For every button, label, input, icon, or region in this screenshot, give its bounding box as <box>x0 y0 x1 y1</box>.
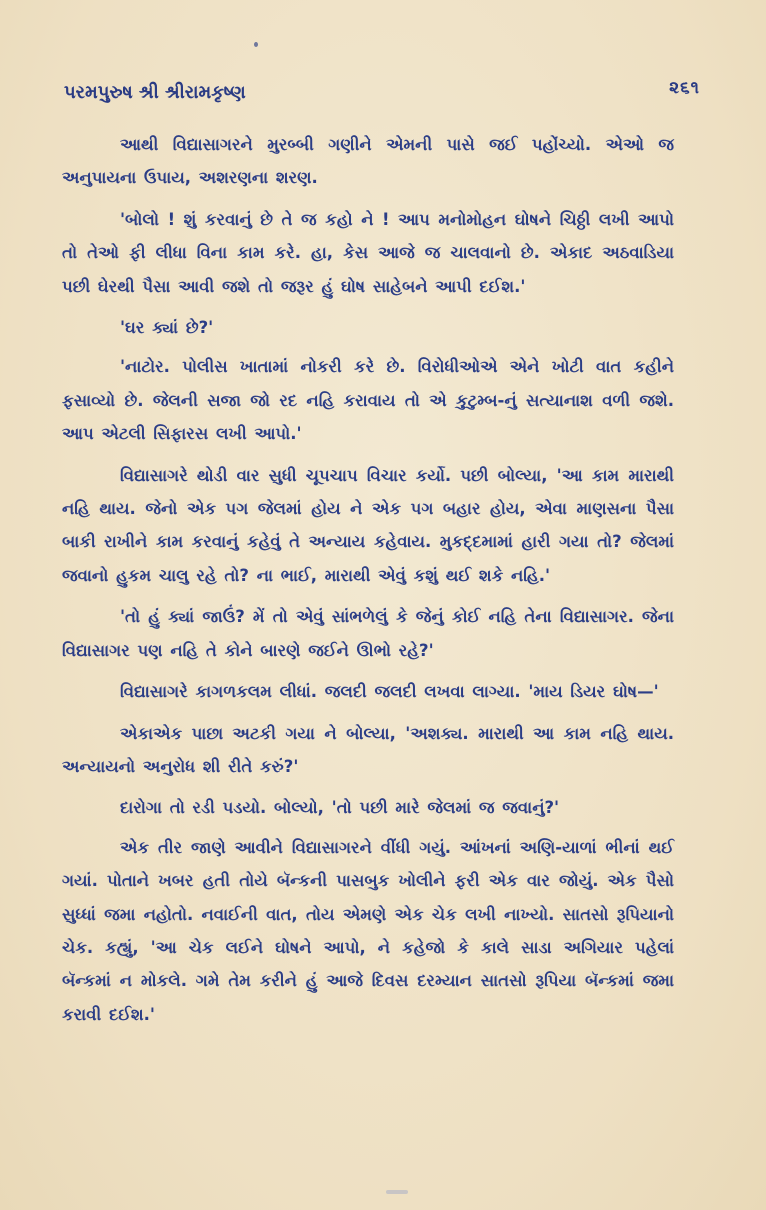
paragraph: આથી વિદ્યાસાગરને મુરબ્બી ગણીને એમની પાસે જઈ પહોંચ્યો. એઓ જ અનુપાયના ઉપાય, અશરણના શરણ. <box>62 135 674 188</box>
paragraph: 'નાટોર. પોલીસ ખાતામાં નોકરી કરે છે. વિરોધીઓએ એને ખોટી વાત કહીને ફસાવ્યો છે. જેલની સજા જો રદ નહિ કરાવાય તો એ કુટુમ્બ-નું સત્યાનાશ વળી જશે. આપ એટલી સિફારસ લખી આપો.' <box>62 357 674 444</box>
ink-speck <box>254 42 258 47</box>
paragraph: 'બોલો ! શું કરવાનું છે તે જ કહો ને ! આપ મનોમોહન ઘોષને ચિઠ્ઠી લખી આપો તો તેઓ ફી લીધા વિના કામ કરે. હા, કેસ આજે જ ચાલવાનો છે. એકાદ અઠવાડિયા પછી ઘેરથી પૈસા આવી જશે તો જરૂર હું ઘોષ સાહેબને આપી દઈશ.' <box>62 209 674 296</box>
body-text <box>62 128 674 1039</box>
paragraph: એક તીર જાણે આવીને વિદ્યાસાગરને વીંધી ગયું. આંખનાં અણિ-યાળાં ભીનાં થઈ ગયાં. પોતાને ખબર હતી તોયે બૅન્કની પાસબુક ખોલીને ફરી એક વાર જોયું. એક પૈસો સુધ્ધાં જમા નહોતો. નવાઈની વાત, તોય એમણે એક ચેક લખી નાખ્યો. સાતસો રૂપિયાનો ચેક. કહ્યું, 'આ ચેક લઈને ઘોષને આપો, ને કહેજો કે કાલે સાડા અગિયાર પહેલાં બૅન્કમાં ન મોકલે. ગમે તેમ કરીને હું આજે દિવસ દરમ્યાન સાતસો રૂપિયા બૅન્કમાં જમા કરાવી દઈશ.' <box>62 837 674 1024</box>
running-head: પરમપુરુષ શ્રી શ્રીરામકૃષ્ણ <box>64 82 246 103</box>
paragraph: દારોગા તો રડી પડયો. બોલ્યો, 'તો પછી મારે જેલમાં જ જવાનું?' <box>120 798 560 818</box>
page-smudge <box>386 1190 408 1194</box>
paragraph: વિદ્યાસાગરે થોડી વાર સુધી ચૂપચાપ વિચાર કર્યો. પછી બોલ્યા, 'આ કામ મારાથી નહિ થાય. જેનો એક પગ જેલમાં હોય ને એક પગ બહાર હોય, એવા માણસના પૈસા બાકી રાખીને કામ કરવાનું કહેવું તે અન્યાય કહેવાય. મુકદ્દમામાં હારી ગયા તો? જેલમાં જવાનો હુકમ ચાલુ રહે તો? ના ભાઈ, મારાથી એવું કશું થઈ શકે નહિ.' <box>62 465 674 585</box>
page-number: ૨૬૧ <box>669 78 700 98</box>
paragraph: વિદ્યાસાગરે કાગળકલમ લીધાં. જલદી જલદી લખવા લાગ્યા. 'માય ડિયર ઘોષ—' <box>120 682 659 702</box>
paragraph: 'તો હું ક્યાં જાઉં? મેં તો એવું સાંભળેલું કે જેનું કોઈ નહિ તેના વિદ્યાસાગર. જેના વિદ્યાસાગર પણ નહિ તે કોને બારણે જઈને ઊભો રહે?' <box>62 607 674 660</box>
paragraph: 'ઘર ક્યાં છે?' <box>120 318 214 338</box>
page-header <box>64 78 700 108</box>
paragraph: એકાએક પાછા અટકી ગયા ને બોલ્યા, 'અશક્ય. મારાથી આ કામ નહિ થાય. અન્યાયનો અનુરોધ શી રીતે કરું?' <box>62 723 674 776</box>
